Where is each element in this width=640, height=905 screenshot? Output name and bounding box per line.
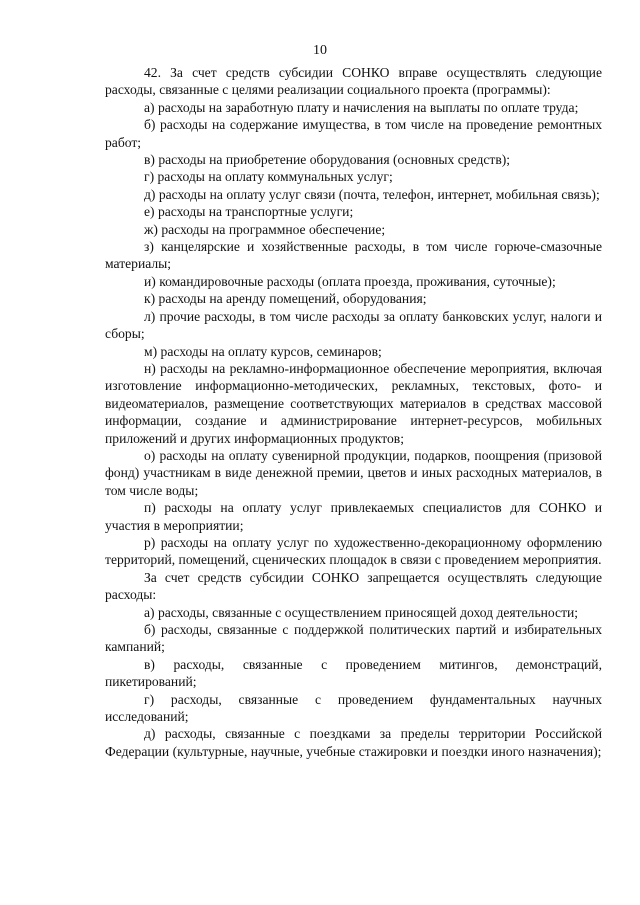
paragraph-42-allowed-expenses: 42. За счет средств субсидии СОНКО вправе осуществлять следующие расходы, связанные с целями реализации социального проекта (программы): bbox=[105, 65, 602, 98]
list-item-v-equipment: в) расходы на приобретение оборудования (основных средств); bbox=[144, 152, 511, 168]
list-item-z-office-supplies: з) канцелярские и хозяйственные расходы, в том числе горюче-смазочные материалы; bbox=[105, 239, 602, 272]
list-item-o-souvenirs: о) расходы на оплату сувенирной продукции, подарков, поощрения (призовой фонд) участникам в виде денежной премии, цветов и иных расходных материалов, в том числе воды; bbox=[105, 447, 602, 498]
prohibited-item-v-rallies: в) расходы, связанные с проведением митингов, демонстраций, пикетирований; bbox=[105, 656, 602, 690]
prohibited-item-d-foreign-trips: д) расходы, связанные с поездками за пределы территории Российской Федерации (культурные, научные, учебные стажировки и поездки иного назначения); bbox=[105, 726, 602, 759]
page-number: 10 bbox=[313, 43, 327, 58]
list-item-r-decoration: р) расходы на оплату услуг по художественно-декорационному оформлению территорий, помещений, сценических площадок в связи с проведением мероприятия. bbox=[105, 534, 602, 568]
list-item-e-transport: е) расходы на транспортные услуги; bbox=[144, 204, 354, 220]
list-item-zh-software: ж) расходы на программное обеспечение; bbox=[144, 221, 386, 237]
list-item-p-specialists: п) расходы на оплату услуг привлекаемых специалистов для СОНКО и участия в мероприятии; bbox=[105, 500, 602, 533]
document-body bbox=[105, 64, 602, 760]
prohibited-item-b-political: б) расходы, связанные с поддержкой политических партий и избирательных кампаний; bbox=[105, 622, 602, 655]
prohibited-item-g-research: г) расходы, связанные с проведением фундаментальных научных исследований; bbox=[105, 691, 602, 725]
list-item-n-advertising: н) расходы на рекламно-информационное обеспечение мероприятия, включая изготовление информационно-методических, рекламных, текстовых, фото- и видеоматериалов, размещение соответствующих материалов в средствах массовой информации, создание и администрирование интернет-ресурсов, мобильных приложений и других информационных продуктов; bbox=[105, 360, 602, 446]
list-item-d-communication: д) расходы на оплату услуг связи (почта, телефон, интернет, мобильная связь); bbox=[144, 186, 600, 202]
list-item-l-other: л) прочие расходы, в том числе расходы за оплату банковских услуг, налоги и сборы; bbox=[105, 308, 602, 342]
paragraph-prohibited-expenses: За счет средств субсидии СОНКО запрещается осуществлять следующие расходы: bbox=[105, 569, 602, 603]
list-item-b-property-maintenance: б) расходы на содержание имущества, в том числе на проведение ремонтных работ; bbox=[105, 117, 602, 150]
list-item-i-travel: и) командировочные расходы (оплата проезда, проживания, суточные); bbox=[144, 273, 556, 289]
prohibited-item-a-income: а) расходы, связанные с осуществлением приносящей доход деятельности; bbox=[144, 604, 579, 620]
list-item-k-rent: к) расходы на аренду помещений, оборудования; bbox=[144, 291, 427, 307]
list-item-m-courses: м) расходы на оплату курсов, семинаров; bbox=[144, 343, 382, 359]
list-item-a-salary: а) расходы на заработную плату и начисления на выплаты по оплате труда; bbox=[144, 99, 579, 115]
list-item-g-utilities: г) расходы на оплату коммунальных услуг; bbox=[144, 169, 393, 185]
